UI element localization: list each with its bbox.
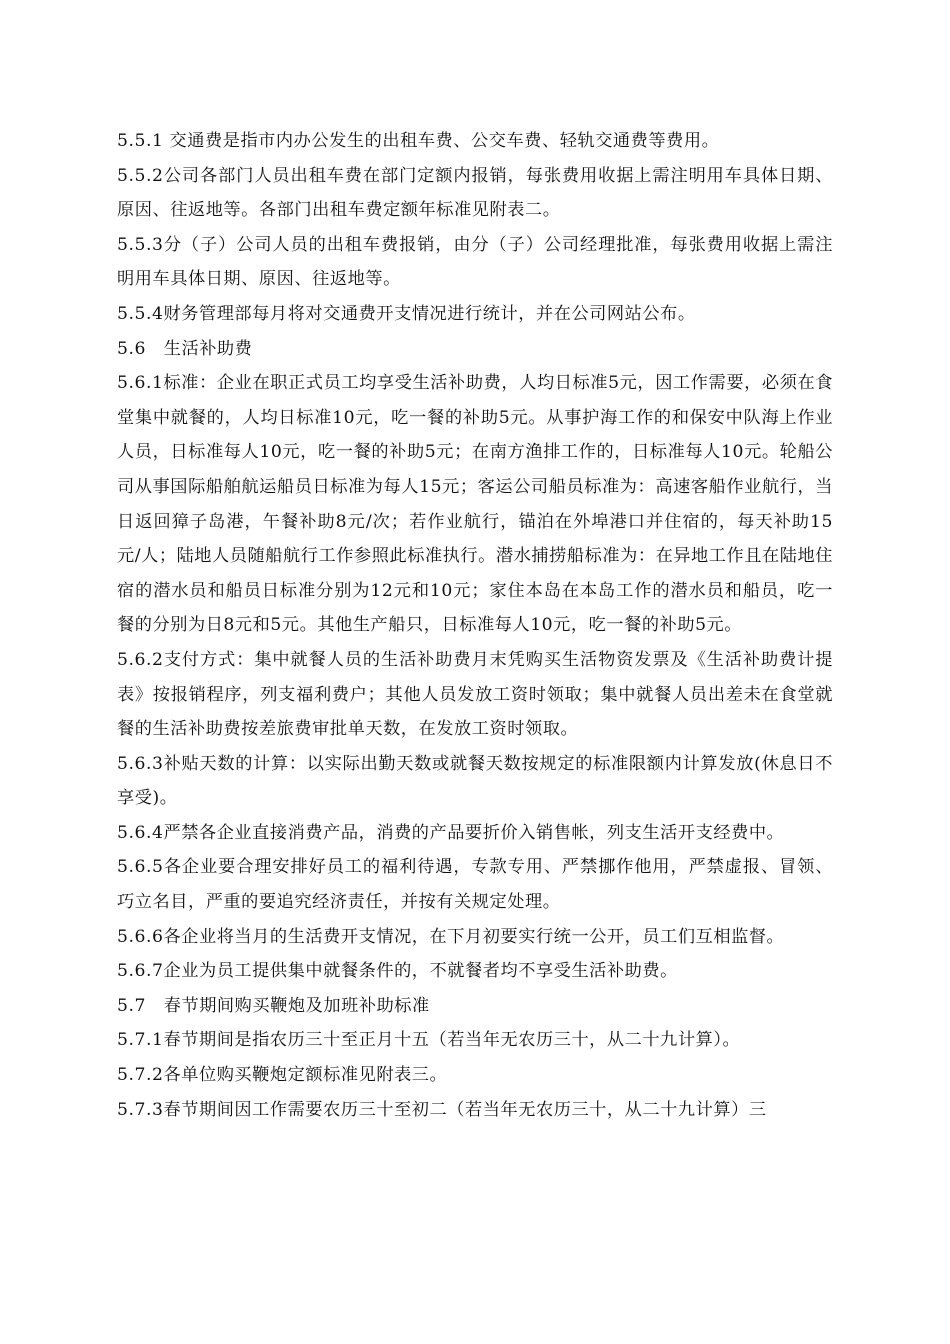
paragraph-5-6-7: 5.6.7企业为员工提供集中就餐条件的，不就餐者均不享受生活补助费。 <box>117 961 678 982</box>
paragraph-5-5-1: 5.5.1 交通费是指市内办公发生的出租车费、公交车费、轻轨交通费等费用。 <box>117 131 720 151</box>
paragraph-5-6-2: 5.6.2支付方式：集中就餐人员的生活补助费月末凭购买生活物资发票及《生活补助费计提表》按报销程序，列支福利费户；其他人员发放工资时领取；集中就餐人员出差未在食堂就餐的生活补助费按差旅费审批单天数，在发放工资时领取。 <box>117 649 833 740</box>
paragraph-5-6-4: 5.6.4严禁各企业直接消费产品，消费的产品要折价入销售帐，列支生活开支经费中。 <box>117 822 785 843</box>
paragraph-5-7-3: 5.7.3春节期间因工作需要农历三十至初二（若当年无农历三十，从二十九计算）三 <box>117 1099 767 1120</box>
paragraph-5-6-6: 5.6.6各企业将当月的生活费开支情况，在下月初要实行统一公开，员工们互相监督。 <box>117 926 785 947</box>
paragraph-5-6-3: 5.6.3补贴天数的计算：以实际出勤天数或就餐天数按规定的标准限额内计算发放(休息日不享受)。 <box>117 753 833 809</box>
document-body <box>117 124 833 1127</box>
section-heading-5-6: 5.6 生活补助费 <box>117 338 253 359</box>
paragraph-5-5-4: 5.5.4财务管理部每月将对交通费开支情况进行统计，并在公司网站公布。 <box>117 303 696 324</box>
paragraph-5-7-2: 5.7.2各单位购买鞭炮定额标准见附表三。 <box>117 1065 448 1086</box>
paragraph-5-7-1: 5.7.1春节期间是指农历三十至正月十五（若当年无农历三十，从二十九计算）。 <box>117 1030 741 1051</box>
paragraph-5-5-3: 5.5.3分（子）公司人员的出租车费报销，由分（子）公司经理批准，每张费用收据上需注明用车具体日期、原因、往返地等。 <box>117 234 833 290</box>
paragraph-5-6-5: 5.6.5各企业要合理安排好员工的福利待遇，专款专用、严禁挪作他用，严禁虚报、冒领、巧立名目，严重的要追究经济责任，并按有关规定处理。 <box>117 857 833 913</box>
section-heading-5-7: 5.7 春节期间购买鞭炮及加班补助标准 <box>117 995 430 1016</box>
paragraph-5-5-2: 5.5.2公司各部门人员出租车费在部门定额内报销，每张费用收据上需注明用车具体日期、原因、往返地等。各部门出租车费定额年标准见附表二。 <box>117 165 833 221</box>
paragraph-5-6-1: 5.6.1标准：企业在职正式员工均享受生活补助费，人均日标准5元，因工作需要，必须在食堂集中就餐的，人均日标准10元，吃一餐的补助5元。从事护海工作的和保安中队海上作业人员，日标准每人10元，吃一餐的补助5元；在南方渔排工作的，日标准每人10元。轮船公司从事国际船舶航运船员日标准为每人15元；客运公司船员标准为：高速客船作业航行，当日返回獐子岛港，午餐补助8元/次；若作业航行，锚泊在外埠港口并住宿的，每天补助15元/人；陆地人员随船航行工作参照此标准执行。潜水捕捞船标准为：在异地工作且在陆地住宿的潜水员和船员日标准分别为12元和10元；家住本岛在本岛工作的潜水员和船员，吃一餐的分别为日8元和5元。其他生产船只，日标准每人10元，吃一餐的补助5元。 <box>117 373 833 636</box>
